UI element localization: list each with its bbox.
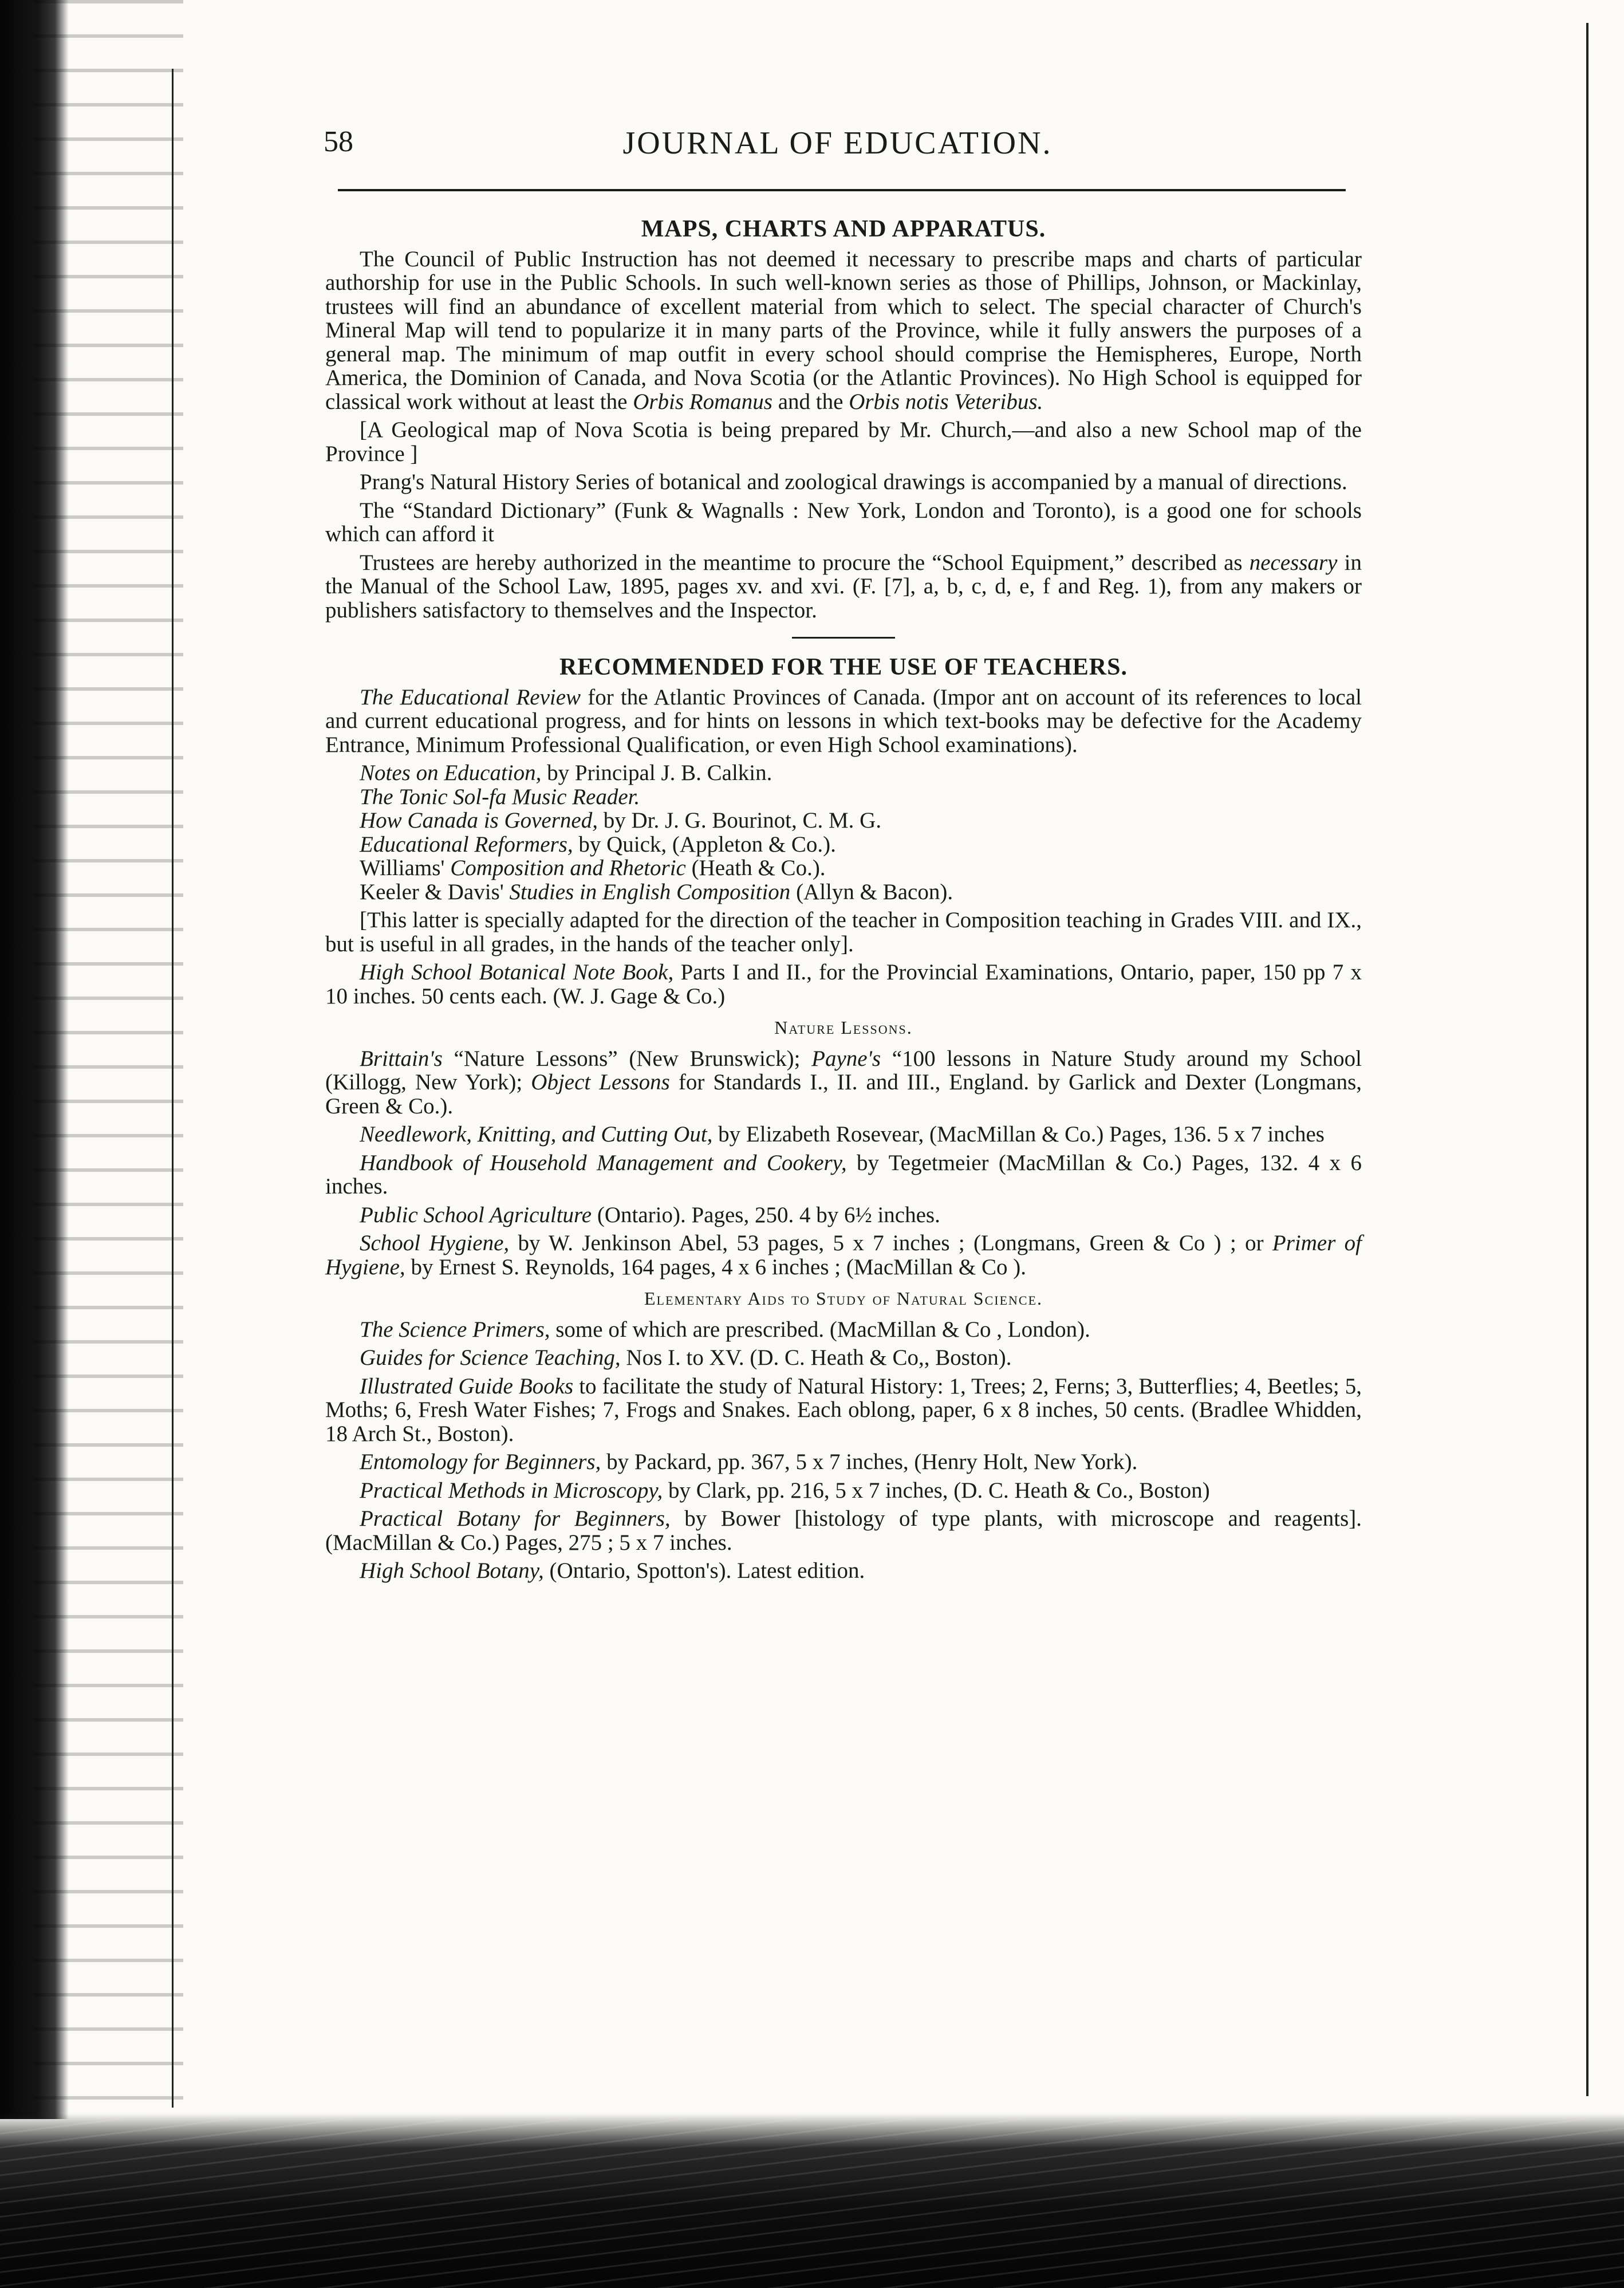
- scan-streaks-bottom: [0, 2119, 1624, 2288]
- maps-paragraph-5: Trustees are hereby authorized in the meantime to procure the “School Equipment,” described as necessary in the Manual of the School Law, 1895, pages xv. and xvi. (F. [7], a, b, c, d, e, f and Reg. 1), from any makers or publishers satisfactory to themselves and the Inspector.: [325, 550, 1362, 623]
- maps-paragraph-3: Prang's Natural History Series of botanical and zoological drawings is accompanied by a manual of directions.: [360, 470, 1347, 494]
- journal-title: JOURNAL OF EDUCATION.: [622, 125, 1053, 161]
- section-divider: [792, 637, 895, 639]
- maps-paragraph-2: [A Geological map of Nova Scotia is being prepared by Mr. Church,—and also a new School map of the Province ]: [325, 418, 1362, 466]
- header-rule: [338, 189, 1346, 191]
- reference-item: How Canada is Governed, by Dr. J. G. Bourinot, C. M. G.: [360, 808, 882, 833]
- scan-margin-line-right: [1586, 23, 1588, 2096]
- high-school-botany-entry: High School Botany, (Ontario, Spotton's). Latest edition.: [360, 1558, 865, 1583]
- maps-heading: MAPS, CHARTS AND APPARATUS.: [641, 216, 1046, 242]
- reference-list: [325, 761, 1362, 904]
- botanical-note-book-entry: High School Botanical Note Book, Parts I and II., for the Provincial Examinations, Ontario, paper, 150 pp 7 x 10 inches. 50 cents each. (W. J. Gage & Co.): [325, 960, 1362, 1009]
- reference-item: Notes on Education, by Principal J. B. Calkin.: [360, 761, 772, 785]
- natural-science-section: [325, 1287, 1362, 1583]
- reference-item: The Tonic Sol-fa Music Reader.: [360, 784, 640, 809]
- teachers-section: [325, 656, 1362, 1008]
- entomology-entry: Entomology for Beginners, by Packard, pp. 367, 5 x 7 inches, (Henry Holt, New York).: [360, 1450, 1138, 1474]
- hygiene-entry: School Hygiene, by W. Jenkinson Abel, 53 pages, 5 x 7 inches ; (Longmans, Green & Co ) ; or Primer of Hygiene, by Ernest S. Reynolds, 164 pages, 4 x 6 inches ; (MacMillan & Co ).: [325, 1231, 1362, 1279]
- reference-item: Educational Reformers, by Quick, (Appleton & Co.).: [360, 832, 836, 857]
- agriculture-entry: Public School Agriculture (Ontario). Pages, 250. 4 by 6½ inches.: [360, 1202, 940, 1227]
- nature-lessons-section: [325, 1016, 1362, 1279]
- nature-lessons-heading: Nature Lessons.: [774, 1017, 913, 1038]
- reference-item: Keeler & Davis' Studies in English Composition (Allyn & Bacon).: [360, 879, 953, 904]
- scan-margin-line-left: [172, 69, 174, 2108]
- microscopy-entry: Practical Methods in Microscopy, by Clark, pp. 216, 5 x 7 inches, (D. C. Heath & Co., Boston): [360, 1478, 1210, 1503]
- science-guides-entry: Guides for Science Teaching, Nos I. to XV. (D. C. Heath & Co,, Boston).: [360, 1345, 1012, 1370]
- science-primers-entry: The Science Primers, some of which are prescribed. (MacMillan & Co , London).: [360, 1317, 1090, 1342]
- reference-item: Williams' Composition and Rhetoric (Heath & Co.).: [360, 856, 826, 880]
- educational-review-entry: The Educational Review for the Atlantic Provinces of Canada. (Impor ant on account of its references to local and current educational progress, and for hints on lessons in which text-books may be defective for the Academy Entrance, Minimum Professional Qualification, or even High School examinations).: [325, 684, 1362, 757]
- needlework-entry: Needlework, Knitting, and Cutting Out, by Elizabeth Rosevear, (MacMillan & Co.) Pages, 136. 5 x 7 inches: [360, 1122, 1325, 1147]
- page-number: 58: [324, 125, 353, 158]
- composition-note: [This latter is specially adapted for the direction of the teacher in Composition teaching in Grades VIII. and IX., but is useful in all grades, in the hands of the teacher only].: [325, 908, 1362, 956]
- practical-botany-entry: Practical Botany for Beginners, by Bower [histology of type plants, with microscope and reagents]. (MacMillan & Co.) Pages, 275 ; 5 x 7 inches.: [325, 1506, 1362, 1555]
- handbook-entry: Handbook of Household Management and Cookery, by Tegetmeier (MacMillan & Co.) Pages, 132. 4 x 6 inches.: [325, 1150, 1362, 1199]
- maps-section: [325, 218, 1362, 622]
- illustrated-guides-entry: Illustrated Guide Books to facilitate the study of Natural History: 1, Trees; 2, Ferns; 3, Butterflies; 4, Beetles; 5, Moths; 6, Fresh Water Fishes; 7, Frogs and Snakes. Each oblong, paper, 6 x 8 inches, 50 cents. (Bradlee Whidden, 18 Arch St., Boston).: [325, 1373, 1362, 1446]
- teachers-heading: RECOMMENDED FOR THE USE OF TEACHERS.: [559, 654, 1128, 680]
- page-body: [325, 207, 1362, 1588]
- maps-paragraph-1: The Council of Public Instruction has not deemed it necessary to prescribe maps and charts of particular authorship for use in the Public Schools. In such well-known series as those of Phillips, Johnson, or Mackinlay, trustees will find an abundance of excellent material from which to select. The special character of Church's Mineral Map will tend to popularize it in many parts of the Province, while it fully answers the purposes of a general map. The minimum of map outfit in every school should comprise the Hemispheres, Europe, North America, the Dominion of Canada, and Nova Scotia (or the Atlantic Provinces). No High School is equipped for classical work without at least the Orbis Romanus and the Orbis notis Veteribus.: [325, 246, 1362, 414]
- natural-science-heading: Elementary Aids to Study of Natural Science.: [644, 1288, 1043, 1309]
- nature-lessons-entry: Brittain's “Nature Lessons” (New Brunswick); Payne's “100 lessons in Nature Study around my School (Killogg, New York); Object Lessons for Standards I., II. and III., England. by Garlick and Dexter (Longmans, Green & Co.).: [325, 1046, 1362, 1119]
- scan-streaks-left: [34, 0, 183, 2119]
- maps-paragraph-4: The “Standard Dictionary” (Funk & Wagnalls : New York, London and Toronto), is a good one for schools which can afford it: [325, 498, 1362, 546]
- page-header: [324, 125, 1351, 171]
